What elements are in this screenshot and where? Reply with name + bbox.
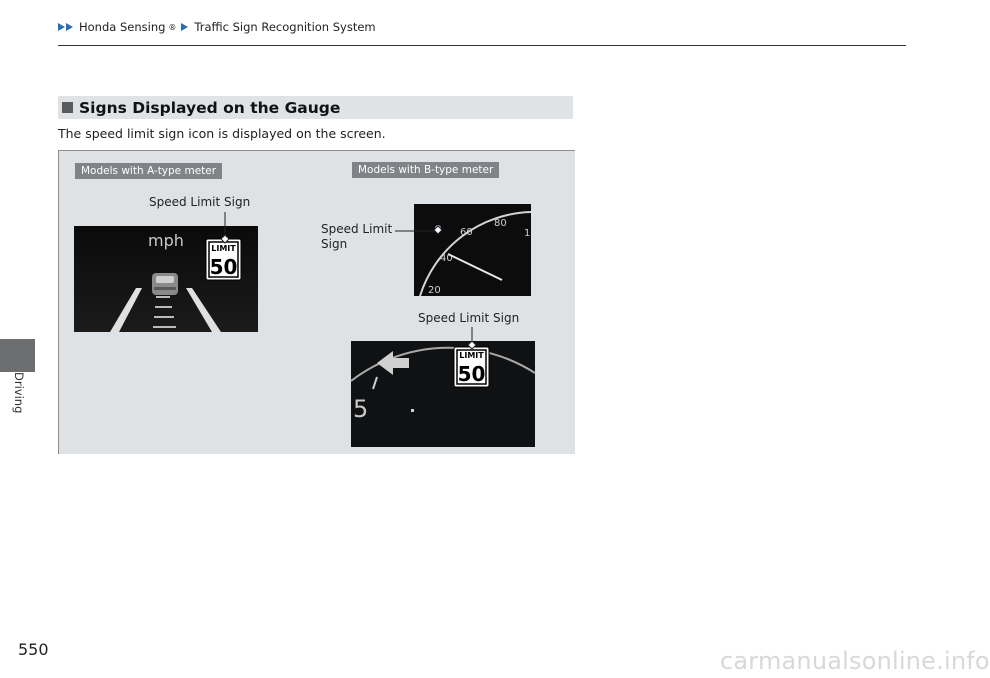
- sign-limit-value: 50: [209, 255, 238, 279]
- sign-limit-value: 50: [457, 362, 486, 386]
- screen-c-graphic: [351, 341, 535, 447]
- breadcrumb-arrow-icon: [58, 23, 73, 31]
- model-b-tag: Models with B-type meter: [352, 162, 499, 178]
- gauge-tick-80: 80: [494, 218, 507, 229]
- registered-mark: ®: [168, 22, 177, 32]
- speed-limit-sign-icon: [454, 347, 489, 387]
- caption-b-gauge-line1: Speed Limit: [321, 222, 393, 236]
- gauge-tick-100: 1: [524, 228, 531, 239]
- sign-limit-word: LIMIT: [459, 351, 484, 360]
- chapter-tab[interactable]: [0, 339, 35, 372]
- screen-c-background: [351, 341, 535, 447]
- figure-panel: [58, 150, 575, 454]
- breadcrumb: [58, 20, 376, 34]
- section-title: Signs Displayed on the Gauge: [79, 98, 341, 117]
- screen-a-graphic: [74, 226, 258, 332]
- intro-text: The speed limit sign icon is displayed on the screen.: [58, 126, 386, 141]
- gauge-sign-indicator: [435, 225, 441, 231]
- section-square-icon: [62, 102, 73, 113]
- gauge-tick-20: 20: [428, 285, 441, 296]
- caption-a: Speed Limit Sign: [149, 195, 251, 209]
- display-dot: [411, 409, 414, 412]
- lane-mark: [154, 316, 174, 318]
- mph-label: mph: [148, 231, 184, 250]
- lane-mark: [153, 326, 176, 328]
- chapter-label: Driving: [12, 372, 26, 414]
- caption-b-gauge-line2: Sign: [321, 237, 348, 251]
- breadcrumb-traffic-sign[interactable]: Traffic Sign Recognition System: [194, 20, 376, 34]
- speed-limit-sign-icon: [206, 239, 241, 280]
- sign-limit-word: LIMIT: [211, 244, 236, 253]
- breadcrumb-arrow-icon: [181, 23, 188, 31]
- screen-a-display: [74, 226, 258, 332]
- screen-c-display: [351, 341, 535, 447]
- caption-b-gauge: [321, 222, 401, 252]
- lane-mark: [155, 306, 172, 308]
- page-number: 550: [18, 640, 49, 659]
- caption-b-display: Speed Limit Sign: [418, 311, 520, 325]
- display-digit: 5: [353, 395, 369, 423]
- screen-b-gauge: [414, 204, 531, 296]
- model-a-tag: Models with A-type meter: [75, 163, 222, 179]
- gauge-tick-60: 60: [460, 227, 473, 238]
- gauge-tick-40: 40: [440, 253, 453, 264]
- watermark: carmanualsonline.info: [720, 647, 990, 675]
- screen-b-background: [414, 204, 531, 296]
- screen-b-graphic: [414, 204, 531, 296]
- lane-mark: [156, 296, 170, 298]
- section-heading: [58, 96, 573, 119]
- breadcrumb-honda-sensing[interactable]: Honda Sensing: [79, 20, 166, 34]
- vehicle-icon: [152, 273, 178, 295]
- header-divider: [58, 45, 906, 46]
